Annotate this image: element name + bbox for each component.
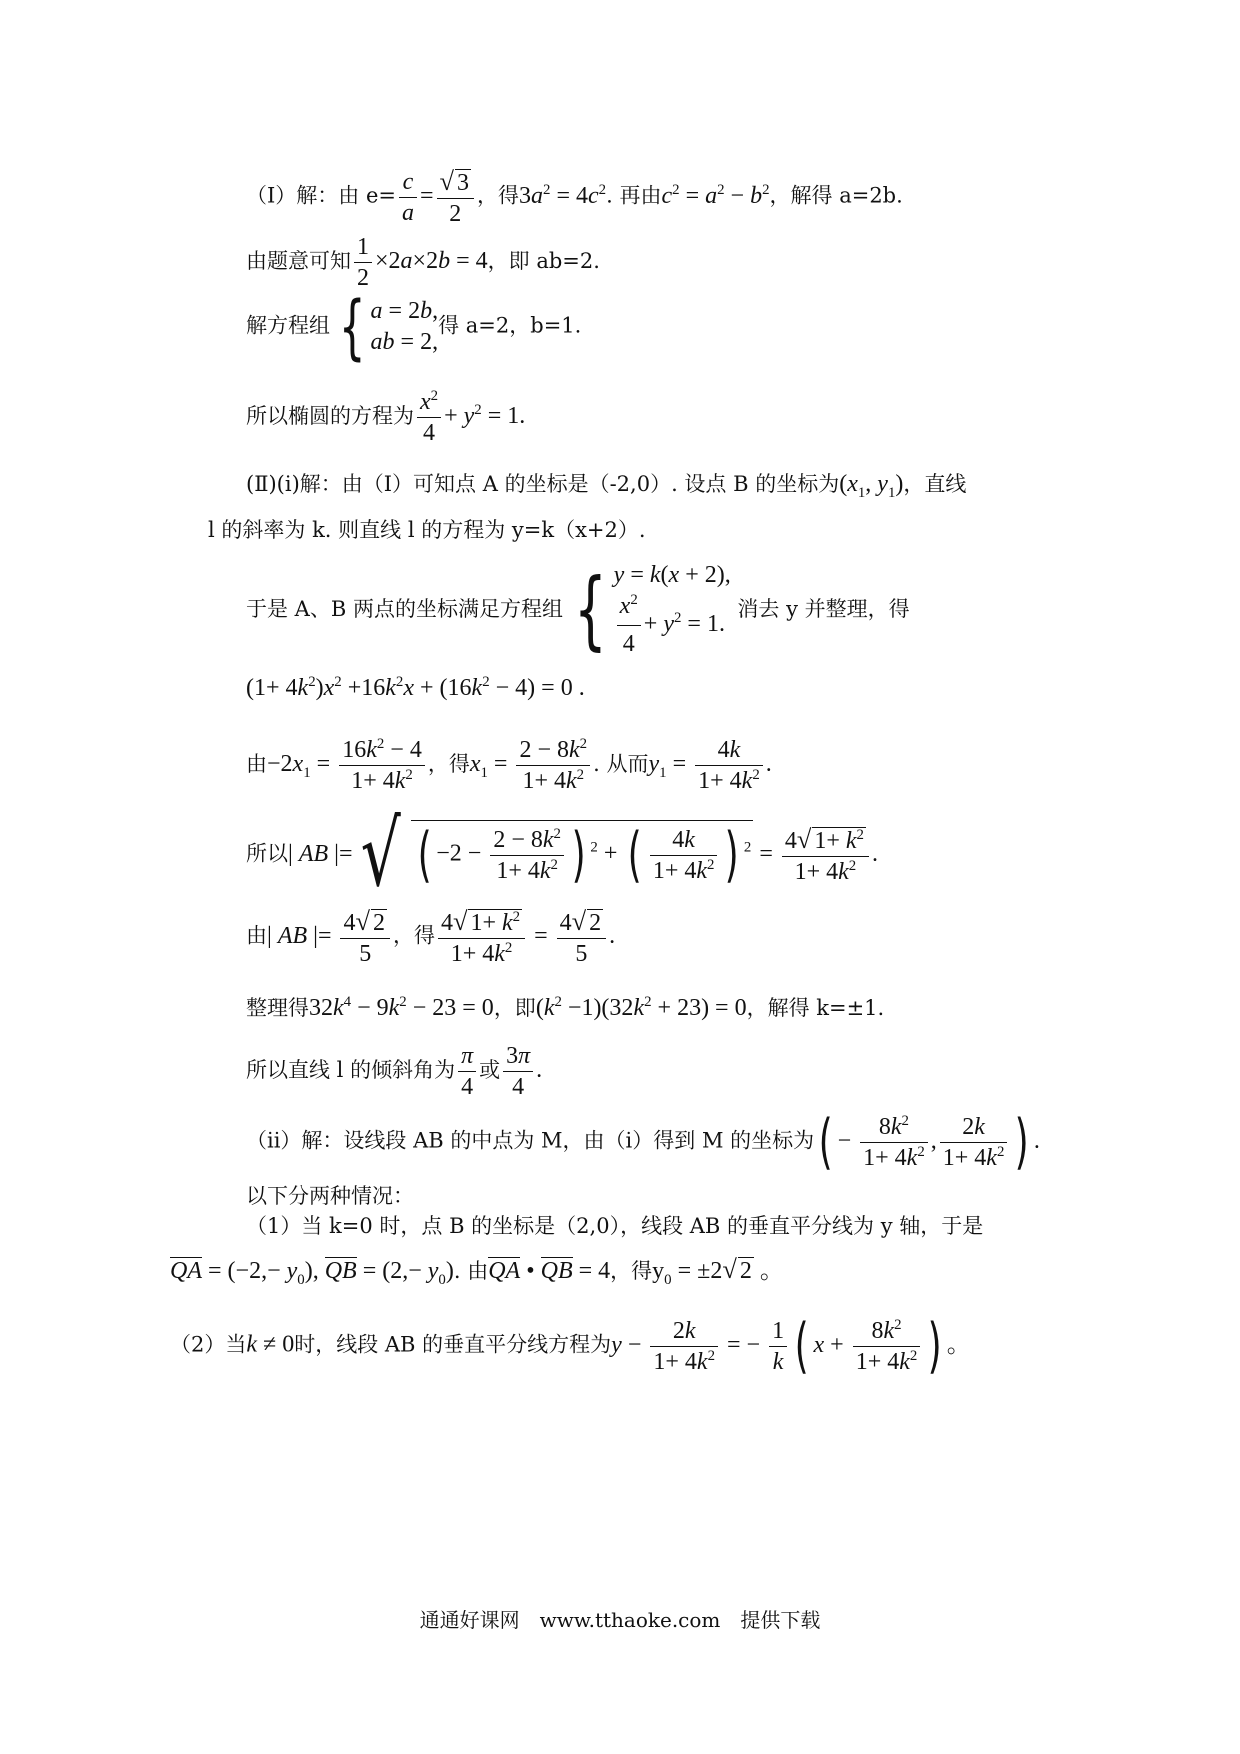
solution-part2-line7: 由| AB |= $\frac{4√ 2}{5}$ ，得 $\frac{4√ 1+ k^2}{1+ 4k^2}$ = $\frac{4√ 2}{5}$ .	[246, 906, 616, 967]
text: 所以椭圆的方程为	[246, 404, 414, 429]
text: (Ⅱ)(i)解：由（Ⅰ）可知点 A 的坐标是（-2,0）. 设点 B 的坐标为	[246, 472, 840, 496]
solution-part1-line1: （Ⅰ）解：由 e= $\frac{c}{a}$ = $\frac{√ 3}{2}$ ，得$3a^2 = 4c^2$. 再由$c^2 = a^2 - b^2$，解得 a=2b.	[246, 166, 903, 227]
text: 由	[246, 752, 267, 777]
text: ，解得 k=±1.	[746, 996, 885, 1020]
solution-part2-line6: 所以| AB |=√ ( −2 − $\frac{2 - 8k^2}{1+ 4k^2}$ ) $^2$ + ( $\frac{4k}{1+ 4k^2}$ ) $^2$ = $\frac{4√ 1+ k^2}{1+ 4k^2}$ .	[246, 802, 878, 907]
solution-part2-line8: 整理得$32k^4 - 9k^2 - 23 = 0$，即$(k^2 -1)(32k^2 + 23) = 0$，解得 k=±1.	[246, 994, 885, 1021]
text: （Ⅰ）解：由 e=	[246, 183, 396, 208]
text: 于是 A、B 两点的坐标满足方程组	[246, 596, 563, 621]
footer-watermark: 通通好课网 www.tthaoke.com 提供下载	[419, 1608, 821, 1632]
text: 解方程组	[246, 313, 330, 338]
text: ，解得 a=2b.	[769, 183, 903, 208]
text: ，得	[427, 752, 470, 777]
solution-part2-ii-line1: （ii）解：设线段 AB 的中点为 M，由（i）得到 M 的坐标为( − $\frac{8k^2}{1+ 4k^2}$ , $\frac{2k}{1+ 4k^2}$ ) .	[246, 1107, 1040, 1177]
text: 由题意可知	[246, 249, 351, 274]
solution-part1-line3: 解方程组 { a = 2b, ab = 2, 得 a=2，b=1.	[246, 286, 582, 368]
solution-cases-intro: 以下分两种情况：	[246, 1184, 414, 1208]
solution-case2-line1: （2）当k ≠ 0时，线段 AB 的垂直平分线方程为y − $\frac{2k}{1+ 4k^2}$ = − $\frac{1}{k}$ ( x + $\frac{8k^2}{1+ 4k^2}$ ) 。	[170, 1311, 971, 1381]
text: . 从而	[593, 752, 649, 777]
solution-part2-line5: 由$-2x_1$ = $\frac{16k^2 - 4}{1+ 4k^2}$ ，得$x_1$ = $\frac{2 - 8k^2}{1+ 4k^2}$ . 从而$y_1$ = $\frac{4k}{1+ 4k^2}$ .	[246, 736, 772, 794]
equation-quadratic: $(1+ 4k^2)x^2 +16k^2x + (16k^2 - 4) = 0$ .	[246, 674, 585, 701]
text: 得 a=2，b=1.	[438, 313, 582, 338]
solution-part2-line2: l 的斜率为 k. 则直线 l 的方程为 y=k（x+2）.	[208, 518, 646, 542]
text: ，即	[493, 996, 536, 1020]
text: ，即 ab=2.	[487, 249, 600, 274]
text: . 再由	[606, 183, 662, 208]
text: ，直线	[903, 472, 967, 496]
text: 所以	[246, 841, 288, 866]
solution-part1-line2: 由题意可知 $\frac{1}{2}$ ×2a×2b = 4，即 ab=2.	[246, 234, 600, 291]
solution-part2-line9: 所以直线 l 的倾斜角为 $\frac{\pi}{4}$ 或 $\frac{3\pi}{4}$ .	[246, 1043, 543, 1100]
solution-part2-line1: (Ⅱ)(i)解：由（Ⅰ）可知点 A 的坐标是（-2,0）. 设点 B 的坐标为($x_1$, $y_1$)，直线	[246, 471, 967, 501]
text: ，得	[477, 183, 520, 208]
text: 由	[246, 923, 267, 948]
solution-part2-line3: 于是 A、B 两点的坐标满足方程组 { y = k(x + 2), $\frac{x^2}{4}$ + $y^2 = 1$. 消去 y 并整理，得	[246, 560, 910, 661]
text: ，得	[392, 923, 435, 948]
text: 消去 y 并整理，得	[737, 596, 910, 621]
text: . 由	[453, 1259, 489, 1283]
solution-case1-line2: QA = $(-2,- y_0)$, QB = $(2,- y_0)$. 由QA • QB = 4，得$y_0 = \pm 2√$ 2 。	[170, 1254, 784, 1288]
solution-case1-line1: （1）当 k=0 时，点 B 的坐标是（2,0），线段 AB 的垂直平分线为 y 轴，于是	[246, 1214, 984, 1238]
text: （2）当	[170, 1332, 247, 1357]
text: 整理得	[246, 996, 309, 1020]
text: （ii）解：设线段 AB 的中点为 M，由（i）得到 M 的坐标为	[246, 1128, 815, 1153]
text: 所以直线 l 的倾斜角为	[246, 1058, 456, 1083]
text: ，得	[610, 1259, 653, 1283]
solution-part1-line4: 所以椭圆的方程为 $\frac{x^2}{4}$ + $y^2 = 1$.	[246, 388, 526, 446]
text: 或	[479, 1058, 501, 1083]
text: 时，线段 AB 的垂直平分线方程为	[294, 1332, 612, 1357]
